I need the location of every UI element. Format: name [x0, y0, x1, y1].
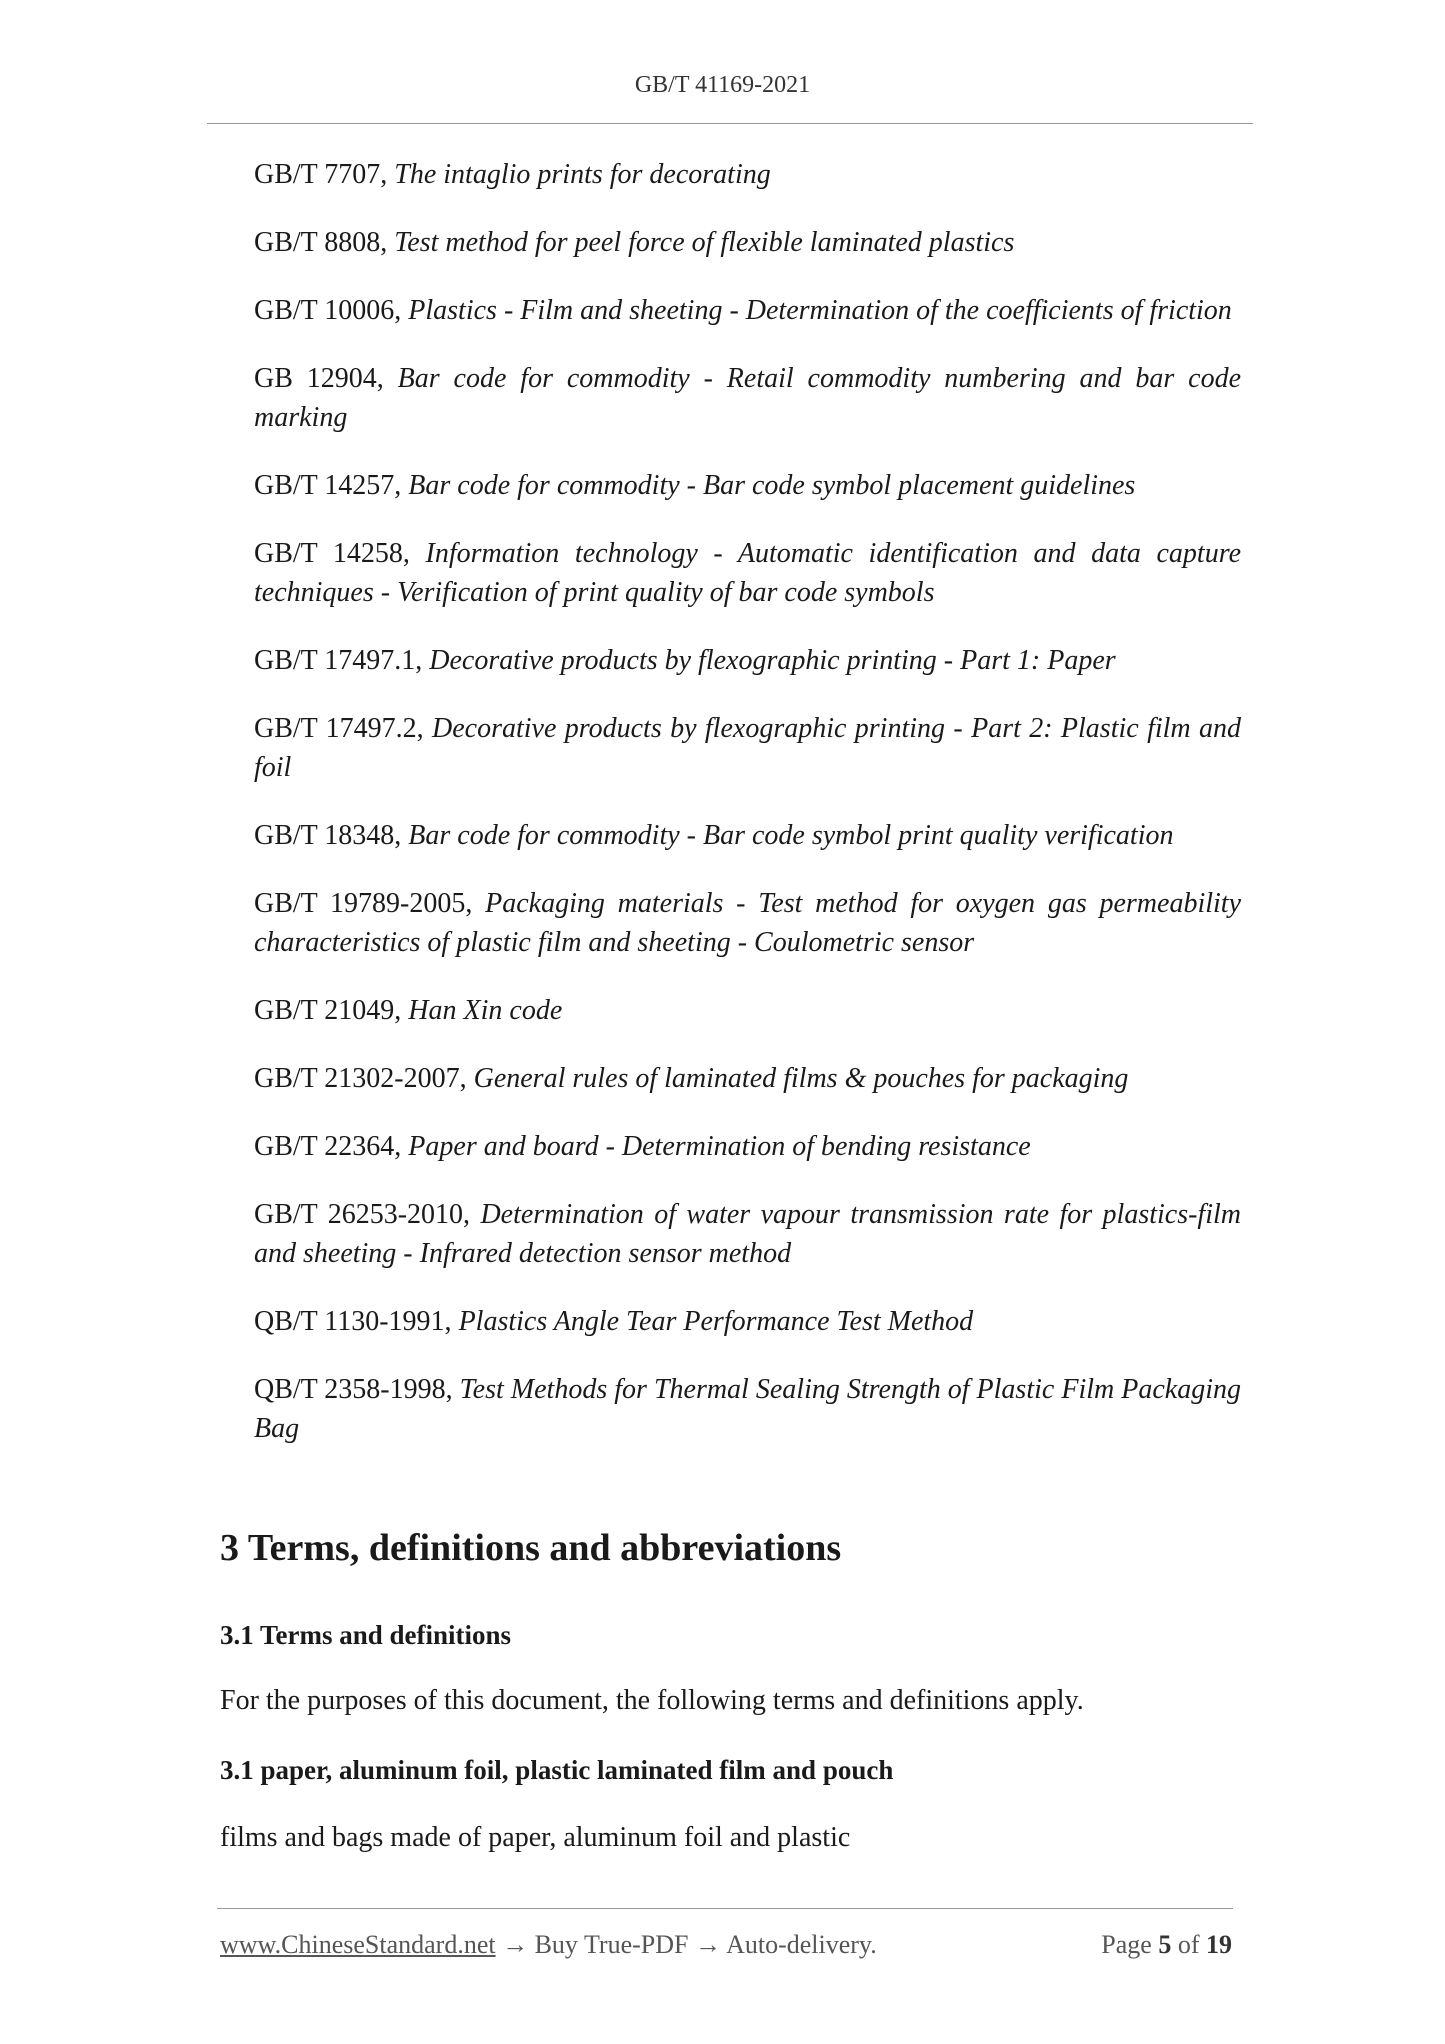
reference-item: [254, 1059, 1241, 1098]
reference-item: [254, 155, 1241, 194]
reference-item: [254, 991, 1241, 1030]
reference-code: GB/T 17497.2,: [254, 713, 433, 744]
reference-title: Packaging materials - Test method for oxygen gas permeability characteristics of plastic film and sheeting - Coulometric sensor: [254, 888, 1242, 958]
delivery-text: Auto-delivery.: [726, 1930, 877, 1959]
reference-title: Test method for peel force of flexible laminated plastics: [394, 227, 1015, 258]
arrow-icon: →: [695, 1930, 721, 1959]
arrow-icon: →: [502, 1930, 529, 1959]
footer-promo: [220, 1930, 877, 1960]
reference-code: GB/T 21049,: [254, 995, 409, 1026]
reference-item: [254, 1195, 1241, 1273]
reference-code: GB/T 19789-2005,: [254, 888, 486, 919]
reference-title: Test Methods for Thermal Sealing Strength of Plastic Film Packaging Bag: [254, 1374, 1241, 1444]
reference-title: Paper and board - Determination of bending resistance: [408, 1131, 1031, 1162]
site-link[interactable]: www.ChineseStandard.net: [220, 1930, 496, 1959]
reference-item: [254, 534, 1241, 612]
reference-item: [254, 816, 1241, 855]
reference-code: GB/T 21302-2007,: [254, 1063, 474, 1094]
reference-title: Decorative products by flexographic printing - Part 2: Plastic film and foil: [254, 713, 1241, 783]
reference-item: [254, 884, 1241, 962]
subsection-heading: 3.1 Terms and definitions: [220, 1620, 512, 1650]
reference-code: QB/T 1130-1991,: [254, 1306, 459, 1337]
reference-title: Bar code for commodity - Bar code symbol print quality verification: [408, 820, 1174, 851]
reference-code: GB/T 10006,: [254, 295, 409, 326]
term-heading: 3.1 paper, aluminum foil, plastic laminated film and pouch: [220, 1755, 894, 1785]
reference-item: [254, 641, 1241, 680]
page-label: Page: [1101, 1930, 1152, 1959]
normative-references-list: [254, 155, 1241, 1448]
reference-code: QB/T 2358-1998,: [254, 1374, 460, 1405]
reference-title: Decorative products by flexographic printing - Part 1: Paper: [429, 645, 1116, 676]
page-total: 19: [1206, 1930, 1232, 1959]
term-definition: films and bags made of paper, aluminum foil and plastic: [220, 1822, 851, 1853]
reference-item: [254, 223, 1241, 262]
section-heading: 3 Terms, definitions and abbreviations: [220, 1527, 842, 1569]
reference-item: [254, 709, 1241, 787]
header-divider: [207, 123, 1253, 124]
intro-paragraph: For the purposes of this document, the following terms and definitions apply.: [220, 1685, 1084, 1716]
reference-title: Plastics - Film and sheeting - Determination of the coefficients of friction: [408, 295, 1232, 326]
reference-code: GB/T 26253-2010,: [254, 1199, 481, 1230]
reference-code: GB 12904,: [254, 363, 398, 394]
reference-title: Han Xin code: [408, 995, 563, 1026]
reference-title: Information technology - Automatic identification and data capture techniques - Verification of print quality of bar code symbols: [254, 538, 1241, 608]
reference-title: Determination of water vapour transmission rate for plastics-film and sheeting - Infrared detection sensor method: [254, 1199, 1241, 1269]
reference-code: GB/T 14257,: [254, 470, 409, 501]
reference-title: Bar code for commodity - Retail commodity numbering and bar code marking: [254, 363, 1241, 433]
page-of-label: of: [1177, 1930, 1200, 1959]
reference-item: [254, 1127, 1241, 1166]
page-header-doc-id: GB/T 41169-2021: [634, 72, 811, 98]
reference-code: GB/T 8808,: [254, 227, 395, 258]
reference-code: GB/T 18348,: [254, 820, 409, 851]
footer-divider: [217, 1908, 1233, 1909]
page-counter: [1101, 1930, 1232, 1960]
reference-code: GB/T 14258,: [254, 538, 426, 569]
reference-code: GB/T 22364,: [254, 1131, 409, 1162]
reference-title: Bar code for commodity - Bar code symbol placement guidelines: [408, 470, 1136, 501]
reference-title: General rules of laminated films & pouches for packaging: [473, 1063, 1129, 1094]
reference-item: [254, 1370, 1241, 1448]
reference-item: [254, 291, 1241, 330]
reference-title: The intaglio prints for decorating: [394, 159, 771, 190]
page-current: 5: [1158, 1930, 1172, 1959]
reference-item: [254, 359, 1241, 437]
reference-item: [254, 466, 1241, 505]
reference-item: [254, 1302, 1241, 1341]
buy-pdf-text: Buy True-PDF: [534, 1930, 689, 1959]
reference-code: GB/T 17497.1,: [254, 645, 430, 676]
reference-title: Plastics Angle Tear Performance Test Method: [458, 1306, 974, 1337]
reference-code: GB/T 7707,: [254, 159, 395, 190]
